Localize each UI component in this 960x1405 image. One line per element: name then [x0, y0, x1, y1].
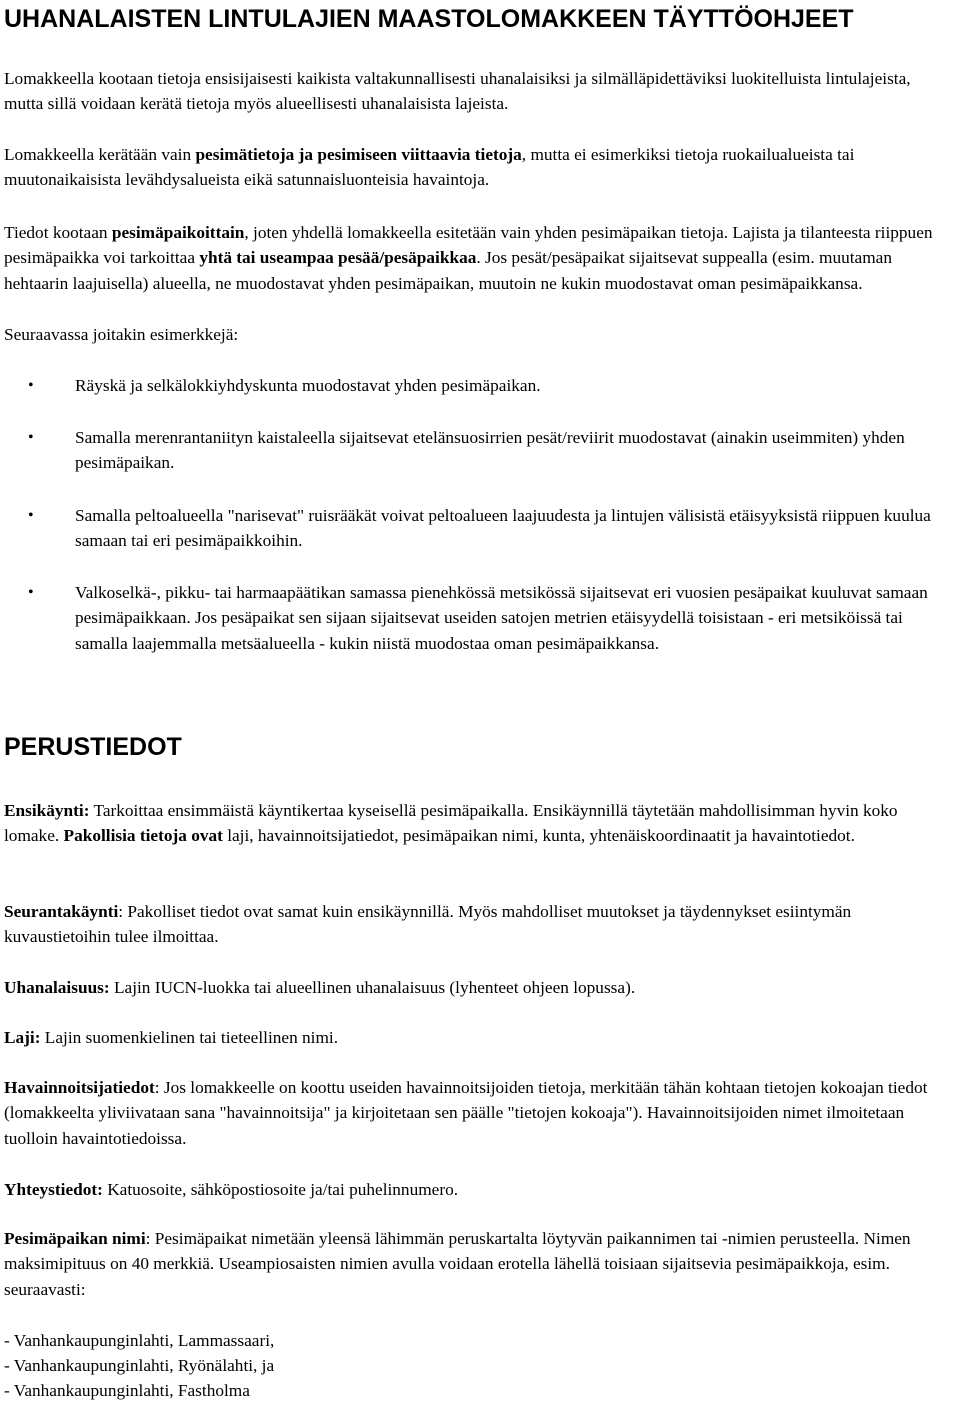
definition-laji: Laji: Lajin suomenkielinen tai tieteellinen nimi.	[4, 1028, 339, 1047]
intro-paragraph-3: Tiedot kootaan pesimäpaikoittain, joten yhdellä lomakkeella esitetään vain yhden pesimäpaikan tietoja. Lajista ja tilanteesta riippuen pesimäpaikka voi tarkoittaa yhtä tai useampaa pesää/pesäpaikkaa. Jos pesät/pesäpaikat sijaitsevat suppealla (esim. muutaman hehtaarin laajuisella) alueella, ne muodostavat yhden pesimäpaikan, muutoin ne kukin muodostavat oman pesimäpaikkansa.	[4, 223, 933, 293]
examples-intro: Seuraavassa joitakin esimerkkejä:	[4, 325, 239, 344]
list-item: • Räyskä ja selkälokkiyhdyskunta muodostavat yhden pesimäpaikan.	[4, 373, 954, 398]
section-title-perustiedot: PERUSTIEDOT	[4, 733, 182, 761]
definition-ensikaynti: Ensikäynti: Tarkoittaa ensimmäistä käyntikertaa kyseisellä pesimäpaikalla. Ensikäynnillä täytetään mahdollisimman hyvin koko lomake. Pakollisia tietoja ovat laji, havainnoitsijatiedot, pesimäpaikan nimi, kunta, yhtenäiskoordinaatit ja havaintotiedot.	[4, 801, 898, 846]
example-name-2: - Vanhankaupunginlahti, Ryönälahti, ja	[4, 1356, 275, 1375]
intro-paragraph-2: Lomakkeella kerätään vain pesimätietoja ja pesimiseen viittaavia tietoja, mutta ei esimerkiksi tietoja ruokailualueista tai muutonaikaisista levähdysalueista eikä satunnaisluonteisia havaintoja.	[4, 145, 855, 190]
definition-havainnoitsijatiedot: Havainnoitsijatiedot: Jos lomakkeelle on koottu useiden havainnoitsijoiden tietoja, merkitään tähän kohtaan tietojen kokoajan tiedot (lomakkeelta yliviivataan sana "havainnoitsija" ja kirjoitetaan sen päälle "tietojen kokoaja"). Havainnoitsijoiden nimet ilmoitetaan tuolloin havaintotiedoissa.	[4, 1078, 928, 1148]
intro-paragraph-1: Lomakkeella kootaan tietoja ensisijaisesti kaikista valtakunnallisesti uhanalaisiksi ja silmälläpidettäviksi luokitelluista lintulajeista, mutta sillä voidaan kerätä tietoja myös alueellisesti uhanalaisista lajeista.	[4, 69, 911, 114]
definition-pesimapaikan-nimi: Pesimäpaikan nimi: Pesimäpaikat nimetään yleensä lähimmän peruskartalta löytyvän paikannimen tai -nimien perusteella. Nimen maksimipituus on 40 merkkiä. Useampiosaisten nimien avulla voidaan erotella lähellä toisiaan sijaitsevia pesimäpaikkoja, esim. seuraavasti:	[4, 1229, 911, 1299]
list-item: • Samalla peltoalueella "narisevat" ruisrääkät voivat peltoalueen laajuudesta ja lintujen välisistä etäisyyksistä riippuen kuulua samaan tai eri pesimäpaikkoihin.	[4, 503, 954, 554]
page-title: UHANALAISTEN LINTULAJIEN MAASTOLOMAKKEEN TÄYTTÖOHJEET	[4, 5, 854, 33]
list-item: • Samalla merenrantaniityn kaistaleella sijaitsevat etelänsuosirrien pesät/reviirit muodostavat (ainakin useimmiten) yhden pesimäpaikan.	[4, 425, 954, 476]
example-name-1: - Vanhankaupunginlahti, Lammassaari,	[4, 1331, 275, 1350]
bullet-icon: •	[28, 507, 34, 524]
example-name-3: - Vanhankaupunginlahti, Fastholma	[4, 1381, 250, 1400]
bullet-icon: •	[28, 584, 34, 601]
bullet-icon: •	[28, 429, 34, 446]
definition-uhanalaisuus: Uhanalaisuus: Lajin IUCN-luokka tai alueellinen uhanalaisuus (lyhenteet ohjeen lopussa).	[4, 978, 636, 997]
definition-yhteystiedot: Yhteystiedot: Katuosoite, sähköpostiosoite ja/tai puhelinnumero.	[4, 1180, 459, 1199]
definition-seurantakaynti: Seurantakäynti: Pakolliset tiedot ovat samat kuin ensikäynnillä. Myös mahdolliset muutokset ja täydennykset esiintymän kuvaustietoihin tulee ilmoittaa.	[4, 902, 852, 947]
bullet-icon: •	[28, 377, 34, 394]
list-item: • Valkoselkä-, pikku- tai harmaapäätikan samassa pienehkössä metsikössä sijaitsevat eri vuosien pesäpaikat kuuluvat samaan pesimäpaikkaan. Jos pesäpaikat sen sijaan sijaitsevat useiden satojen metrien etäisyydellä toisistaan - eri metsiköissä tai samalla laajemmalla metsäalueella - kukin niistä muodostaa oman pesimäpaikkansa.	[4, 580, 954, 656]
